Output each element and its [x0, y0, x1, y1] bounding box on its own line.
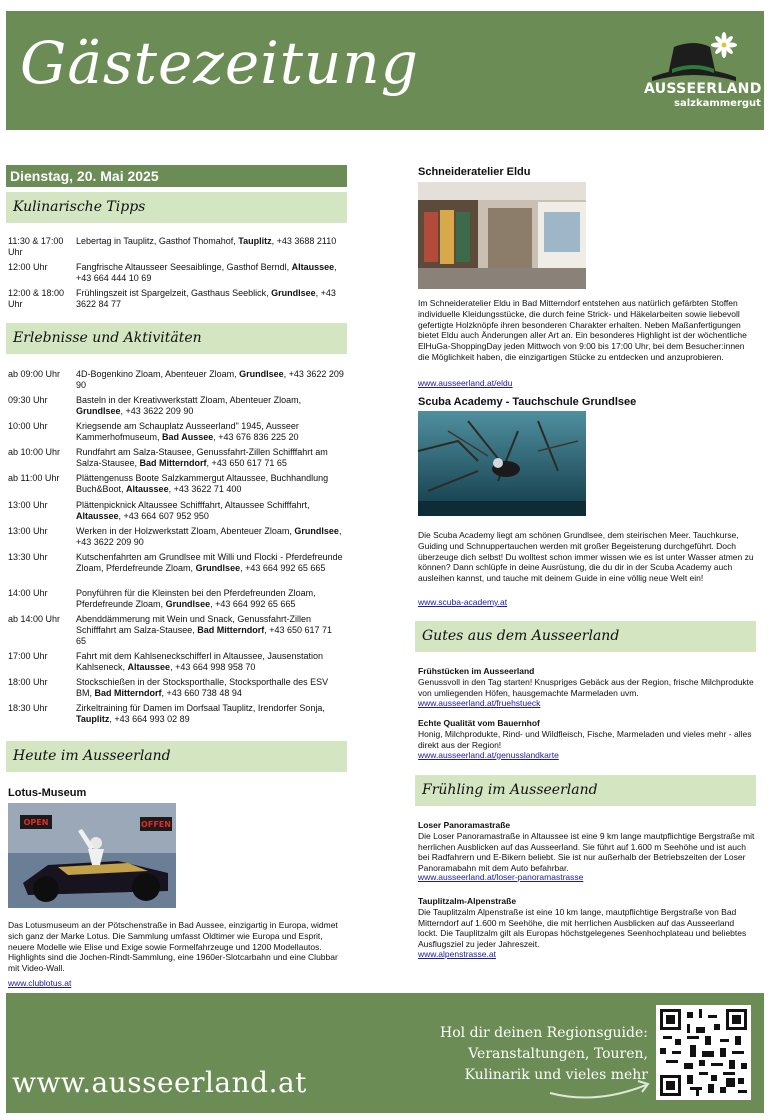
- section-gutes: Gutes aus dem Ausseerland: [415, 621, 756, 652]
- section-erlebnisse: Erlebnisse und Aktivitäten: [6, 323, 347, 354]
- fruehling-item-text: Die Loser Panoramastraße in Altaussee ist eine 9 km lange mautpflichtige Bergstraße mit herrlichen Ausblicken auf das Ausseerland. Sie führt auf 1.600 m Seehöhe und ist auch bei Radfahrern und E-Bikern beliebt. Sie ist nur außerhalb der Betriebszeiten der Loser Panoramabahn mit dem Auto befahrbar.: [418, 830, 755, 874]
- erlebnisse-list: [8, 369, 344, 729]
- curved-arrow-icon: [546, 1075, 656, 1101]
- hat-edelweiss-icon: [644, 31, 744, 83]
- event-description: 4D-Bogenkino Zloam, Abenteuer Zloam, Grundlsee, +43 3622 209 90: [76, 369, 344, 390]
- kulinarisch-list: [8, 236, 344, 314]
- list-item: [8, 552, 344, 588]
- gutes-item-text: Genussvoll in den Tag starten! Knuspriges Gebäck aus der Region, frische Milchprodukte von umliegenden Höfen, hausgemachte Marmeladen uvm.: [418, 676, 754, 698]
- event-description: Stockschießen in der Stocksporthalle, Stocksporthalle des ESV BM, Bad Mitterndorf, +43 660 738 48 94: [76, 677, 329, 698]
- gutes-item-1: [418, 666, 756, 698]
- scuba-text: Die Scuba Academy liegt am schönen Grundlsee, dem steirischen Meer. Tauchkurse, Guiding und Schnuppertauchen werden mit großer Begeisterung durchgeführt. Doch überzeuge dich selbst! Du wolltest schon immer wissen wie es ist unter Wasser atmen zu können? Dann schlüpfe in deine Ausrüstung, die du dir in der Scuba Academy auch ausleihen kannst, und tauche mit deinem Guide in eine völlig neue Welt ein!: [418, 530, 754, 584]
- guide-line: Hol dir deinen Regionsguide:: [440, 1025, 648, 1041]
- logo-wordmark: AUSSEERLAND: [644, 81, 762, 97]
- event-time: 11:30 & 17:00 Uhr: [8, 236, 64, 257]
- list-item: [8, 262, 344, 288]
- event-time: ab 14:00 Uhr: [8, 614, 61, 624]
- scuba-title: Scuba Academy - Tauchschule Grundlsee: [418, 396, 637, 408]
- event-description: Plättenpicknick Altaussee Schifffahrt, Altaussee Schifffahrt, Altaussee, +43 664 607 952 950: [76, 500, 310, 521]
- guide-line: Kulinarik und vieles mehr: [464, 1067, 648, 1083]
- list-item: [8, 288, 344, 314]
- event-description: Kutschenfahrten am Grundlsee mit Willi und Flocki - Pferdefreunde Zloam, Pferdefreunde Zloam, Grundlsee, +43 664 992 65 665: [76, 552, 343, 573]
- event-time: 17:00 Uhr: [8, 651, 48, 661]
- event-time: 18:30 Uhr: [8, 703, 48, 713]
- loser-link[interactable]: www.ausseerland.at/loser-panoramastrasse: [418, 872, 584, 882]
- eldu-photo: [418, 182, 586, 289]
- header-banner: [6, 11, 764, 130]
- gutes-item-text: Honig, Milchprodukte, Rind- und Wildfleisch, Fische, Marmeladen und vieles mehr - alles direkt aus der Region!: [418, 728, 752, 750]
- list-item: [8, 651, 344, 677]
- date-heading: Dienstag, 20. Mai 2025: [6, 165, 347, 187]
- gutes-item-title: Echte Qualität vom Bauernhof: [418, 718, 540, 728]
- fruehling-item-2: [418, 896, 756, 950]
- list-item: [8, 703, 344, 729]
- event-description: Basteln in der Kreativwerkstatt Zloam, Abenteuer Zloam, Grundlsee, +43 3622 209 90: [76, 395, 302, 416]
- lotus-text: Das Lotusmuseum an der Pötschenstraße in Bad Aussee, einzigartig in Europa, widmet sich ganz der Marke Lotus. Die Sammlung umfasst Oldtimer wie Europa und Esprit, neuere Modelle wie Elise und Exige sowie Formelfahrzeuge und 1200 Modellautos. Highlights sind die Jochen-Rindt-Sammlung, eine 1960er-Slotcarbahn und eine Clubbar mit Video-Wall.: [8, 920, 338, 974]
- list-item: [8, 500, 344, 526]
- scuba-photo: [418, 411, 586, 516]
- event-description: Abenddämmerung mit Wein und Snack, Genussfahrt-Zillen Schifffahrt am Salza-Stausee, Bad Mitterndorf, +43 650 617 71 65: [76, 614, 333, 646]
- list-item: [8, 421, 344, 447]
- offen-sign: OFFEN: [141, 820, 171, 829]
- fruehling-item-title: Loser Panoramastraße: [418, 820, 511, 830]
- eldu-link[interactable]: www.ausseerland.at/eldu: [418, 378, 513, 388]
- scuba-link[interactable]: www.scuba-academy.at: [418, 597, 508, 607]
- list-item: [8, 395, 344, 421]
- lotus-photo: [8, 803, 176, 908]
- gutes-item-2: [418, 718, 756, 750]
- event-description: Lebertag in Tauplitz, Gasthof Thomahof, Tauplitz, +43 3688 2110: [76, 236, 337, 246]
- qr-code[interactable]: [656, 1005, 751, 1100]
- event-time: 09:30 Uhr: [8, 395, 48, 405]
- open-sign: OPEN: [23, 818, 49, 827]
- event-description: Zirkeltraining für Damen im Dorfsaal Tauplitz, Irendorfer Sonja, Tauplitz, +43 664 993 02 89: [76, 703, 325, 724]
- event-time: ab 11:00 Uhr: [8, 473, 60, 483]
- event-time: 18:00 Uhr: [8, 677, 48, 687]
- event-time: 14:00 Uhr: [8, 588, 48, 598]
- event-time: 13:00 Uhr: [8, 500, 48, 510]
- event-time: ab 10:00 Uhr: [8, 447, 61, 457]
- list-item: [8, 588, 344, 614]
- newspaper-title: Gästezeitung: [20, 29, 419, 97]
- logo-subtitle: salzkammergut: [674, 98, 761, 109]
- eldu-text: Im Schneideratelier Eldu in Bad Mitterndorf entstehen aus natürlich gefärbten Stoffen individuelle Kleidungsstücke, die durch feine Strick- und Häkelarbeiten sowie liebevoll gefertigte Holzknöpfe ihren besonderen Charakter erhalten. Neben Maßanfertigungen bietet Eldu auch Änderungen aller Art an. Ein besonderes Highlight ist der wöchentliche ElHuGa-ShoppingDay jeden Mittwoch von 9:00 bis 17:00 Uhr, bei dem Besucher:innen die Möglichkeit haben, die einzigartigen Stücke zu entdecken und anzuprobieren.: [418, 298, 747, 362]
- fruehstueck-link[interactable]: www.ausseerland.at/fruehstueck: [418, 698, 541, 708]
- section-kulinarische-tipps: Kulinarische Tipps: [6, 192, 347, 223]
- list-item: [8, 526, 344, 552]
- event-description: Rundfahrt am Salza-Stausee, Genussfahrt-Zillen Schifffahrt am Salza-Stausee, Bad Mitterndorf, +43 650 617 71 65: [76, 447, 328, 468]
- alpenstrasse-link[interactable]: www.alpenstrasse.at: [418, 949, 496, 959]
- event-description: Plättengenuss Boote Salzkammergut Altaussee, Buchhandlung Buch&Boot, Altaussee, +43 3622 71 400: [76, 473, 329, 494]
- fruehling-item-1: [418, 820, 756, 874]
- section-fruehling: Frühling im Ausseerland: [415, 775, 756, 806]
- event-description: Fangfrische Altausseer Seesaiblinge, Gasthof Berndl, Altaussee, +43 664 444 10 69: [76, 262, 337, 283]
- event-description: Frühlingszeit ist Spargelzeit, Gasthaus Seeblick, Grundlsee, +43 3622 84 77: [76, 288, 336, 309]
- event-time: 13:00 Uhr: [8, 526, 48, 536]
- event-description: Ponyführen für die Kleinsten bei den Pferdefreunden Zloam, Pferdefreunde Zloam, Grundlsee, +43 664 992 65 665: [76, 588, 316, 609]
- ausseerland-logo[interactable]: [644, 31, 762, 111]
- guide-line: Veranstaltungen, Touren,: [468, 1046, 648, 1062]
- fruehling-item-text: Die Tauplitzalm Alpenstraße ist eine 10 km lange, mautpflichtige Bergstraße von Bad Mitterndorf auf 1.600 m Seehöhe, die mit herrlichen Ausblicken auf das Ausseerland lockt. Die Tauplitzalm gilt als Europas höchstgelegenes Seenhochplateau und beliebtes Ausflugsziel zu jeder Jahreszeit.: [418, 906, 747, 950]
- genusslandkarte-link[interactable]: www.ausseerland.at/genusslandkarte: [418, 750, 559, 760]
- list-item: [8, 447, 344, 473]
- event-time: ab 09:00 Uhr: [8, 369, 61, 379]
- qr-code-icon: [660, 1009, 747, 1096]
- gutes-item-title: Frühstücken im Ausseerland: [418, 666, 535, 676]
- event-time: 10:00 Uhr: [8, 421, 48, 431]
- list-item: [8, 614, 344, 651]
- list-item: [8, 236, 344, 262]
- list-item: [8, 473, 344, 500]
- event-description: Kriegsende am Schauplatz Ausseerland" 1945, Ausseer Kammerhofmuseum, Bad Aussee, +43 676 836 225 20: [76, 421, 299, 442]
- fruehling-item-title: Tauplitzalm-Alpenstraße: [418, 896, 517, 906]
- lotus-title: Lotus-Museum: [8, 787, 87, 799]
- section-heute: Heute im Ausseerland: [6, 741, 347, 772]
- list-item: [8, 369, 344, 395]
- lotus-link[interactable]: www.clublotus.at: [8, 978, 72, 988]
- event-description: Fahrt mit dem Kahlseneckschifferl in Altaussee, Jausenstation Kahlseneck, Altaussee, +43 664 998 958 70: [76, 651, 323, 672]
- event-description: Werken in der Holzwerkstatt Zloam, Abenteuer Zloam, Grundlsee, +43 3622 209 90: [76, 526, 342, 547]
- list-item: [8, 677, 344, 703]
- event-time: 13:30 Uhr: [8, 552, 48, 562]
- footer-banner: [6, 993, 764, 1113]
- footer-website[interactable]: www.ausseerland.at: [12, 1066, 307, 1099]
- event-time: 12:00 Uhr: [8, 262, 48, 272]
- event-time: 12:00 & 18:00 Uhr: [8, 288, 65, 309]
- eldu-title: Schneideratelier Eldu: [418, 166, 531, 178]
